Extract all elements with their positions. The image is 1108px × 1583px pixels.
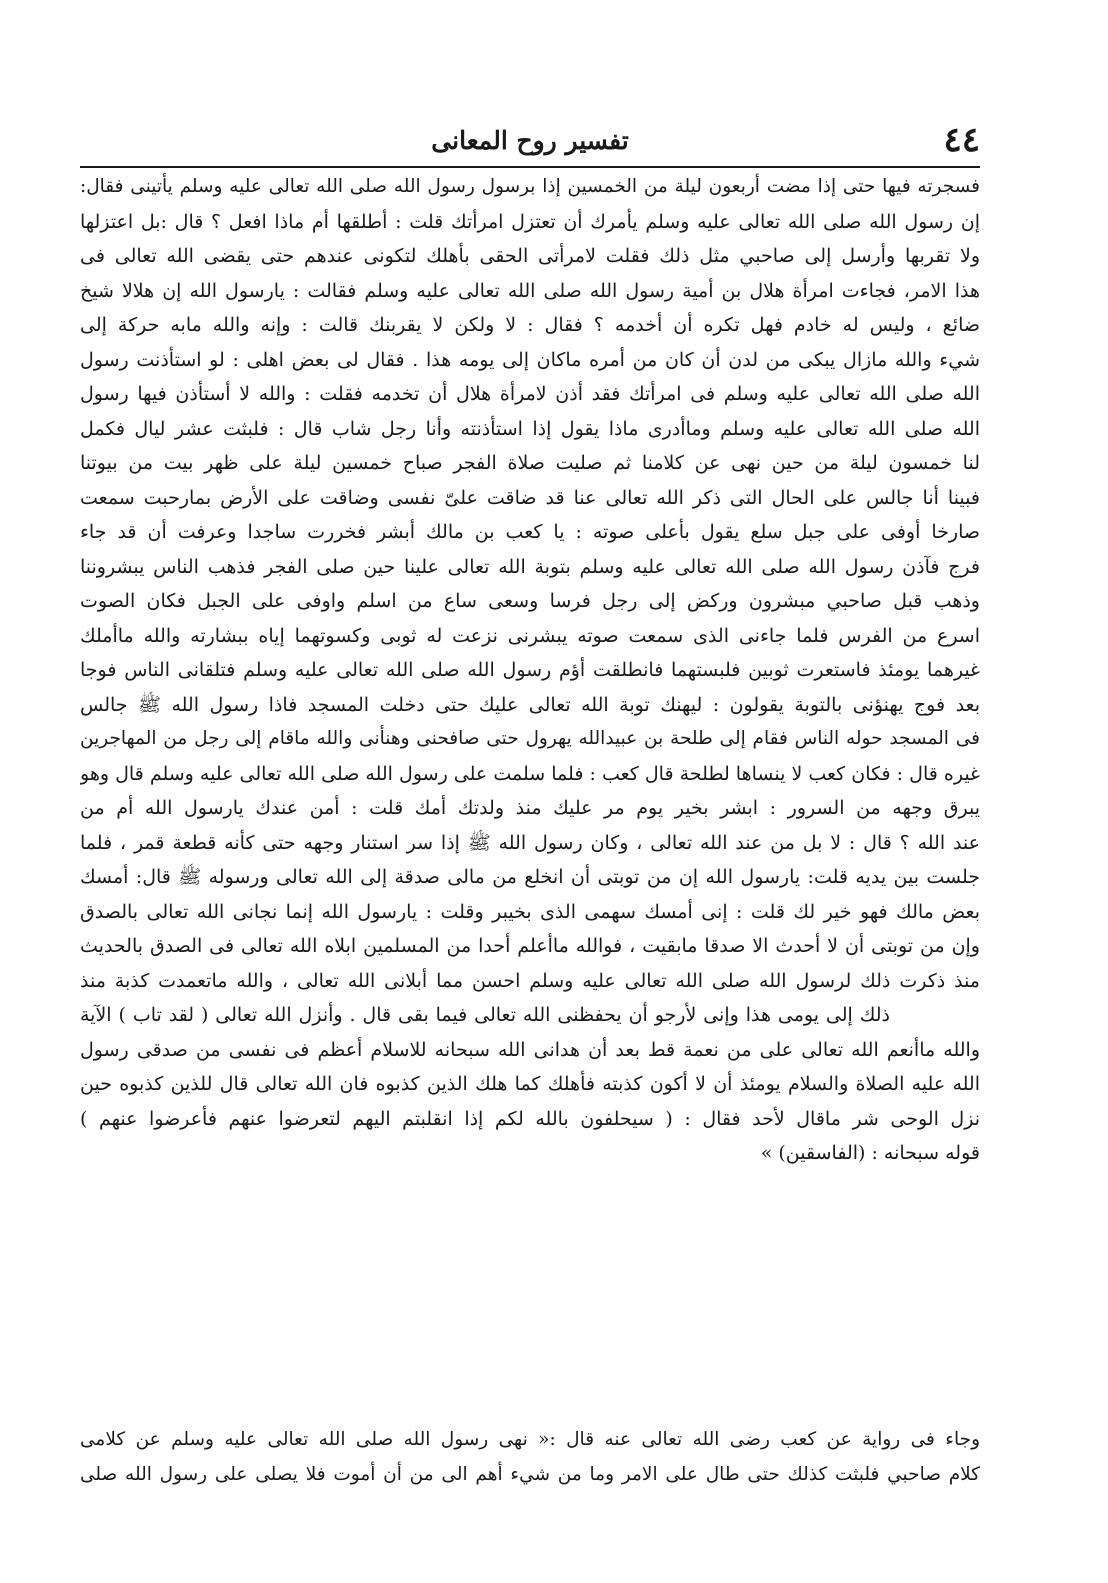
header-title: تفسير روح المعانى [431,126,629,155]
text-line: لنا خمسون ليلة من حين نهى عن كلامنا ثم صليت صلاة الفجر صباح خمسين ليلة على ظهر بيت من بيوتنا [80,452,980,474]
text-line: والله ماأنعم الله تعالى على من نعمة قط بعد أن هدانى الله سبحانه للاسلام أعظم فى نفسى من صدقى رسول [80,1038,980,1061]
text-line: صارخا أوفى على جبل سلع يقول بأعلى صوته : يا كعب بن مالك أبشر فخررت ساجدا وعرفت أن قد جاء [80,521,980,543]
text-line: وإن من توبتى أن لا أحدث الا صدقا مابقيت ، فوالله ماأعلم أحدا من المسلمين ابلاه الله تعالى فى الصدق بالحديث [80,935,980,957]
running-header [80,118,980,162]
text-line: هذا الامر، فجاءت امرأة هلال بن أمية رسول الله صلى الله تعالى عليه وسلم فقالت : يارسول الله إن هلالا شيخ [80,279,980,302]
text-line: عند الله ؟ قال : لا بل من عند الله تعالى ، وكان رسول الله ﷺ إذا سر استنار وجهه حتى كأنه قطعة قمر ، فلما [80,831,980,854]
text-line: الله صلى الله تعالى عليه وسلم فى امرأتك فقد أذن لامرأة هلال أن تخدمه فقلت : والله لا أستأذن فيها رسول [80,383,980,405]
text-line: شيء والله مازال يبكى من لدن أن كان من أمره ماكان إلى يومه هذا . فقال لى بعض اهلى : لو استأذنت رسول [80,348,980,371]
text-line: وذهب قبل صاحبي مبشرون وركض إلى رجل فرسا وسعى ساع من اسلم واوفى على الجبل فكان الصوت [80,590,980,612]
text-line: نزل الوحى شر ماقال لأحد فقال : ( سيحلفون بالله لكم إذا انقلبتم اليهم لتعرضوا عنهم فأعرضوا عنهم ) [80,1107,980,1130]
text-line: فبينا أنا جالس على الحال التى ذكر الله تعالى عنا قد ضاقت علىّ نفسى وضاقت على الأرض بمارحبت سمعت [80,486,980,509]
text-line: غيره قال : فكان كعب لا ينساها لطلحة قال كعب : فلما سلمت على رسول الله صلى الله تعالى عليه وسلم قال وهو [80,762,980,785]
text-line: إن رسول الله صلى الله تعالى عليه وسلم يأمرك أن تعتزل امرأتك قلت : أطلقها أم ماذا افعل ؟ قال :بل اعتزلها [80,210,980,233]
text-line: منذ ذكرت ذلك لرسول الله صلى الله تعالى عليه وسلم احسن مما أبلانى الله تعالى ، والله ماتعمدت كذبة منذ [80,969,980,992]
text-line: يبرق وجهه من السرور : ابشر بخير يوم مر عليك منذ ولدتك أمك قلت : أمن عندك يارسول الله أم من [80,797,980,819]
text-line: غيرهما يومئذ فاستعرت ثوبين فلبستهما فانطلقت أؤم رسول الله صلى الله تعالى عليه وسلم فتلقانى الناس فوجا [80,659,980,681]
text-line: قوله سبحانه : (الفاسقين) » [760,1142,980,1164]
text-line: الله صلى الله تعالى عليه وسلم وماأدرى ماذا يقول إذا استأذنته وأنا رجل شاب قال : فلبثت عشر ليال فكمل [80,417,980,440]
text-line: ضائع ، وليس له خادم فهل تكره أن أخدمه ؟ فقال : لا ولكن لا يقربنك قالت : وإنه والله مابه حركة إلى [80,314,980,336]
text-line: الله عليه الصلاة والسلام يومئذ أن لا أكون كذبته فأهلك كما هلك الذين كذبوه فان الله تعالى قال للذين كذبوه حين [80,1073,980,1095]
header-rule [80,166,980,168]
text-line: ولا تقربها وأرسل إلى صاحبي مثل ذلك فقلت لامرأتى الحقى بأهلك لتكونى عندهم حتى يقضى الله تعالى فى [80,245,980,267]
main-text-block [80,170,980,1171]
text-line: وجاء فى رواية عن كعب رضى الله تعالى عنه قال :« نهى رسول الله صلى الله تعالى عليه وسلم عن كلامى [80,1429,980,1450]
text-line: فرج فآذن رسول الله صلى الله تعالى عليه وسلم بتوبة الله تعالى علينا حين صلى الفجر فذهب الناس يبشروننا [80,555,980,578]
text-line: كلام صاحبي فلبثت كذلك حتى طال على الامر وما من شيء أهم الى من أن أموت فلا يصلى على رسول الله صلى [80,1463,980,1485]
second-text-block [80,1423,980,1492]
text-line: فى المسجد حوله الناس فقام إلى طلحة بن عبيدالله يهرول حتى صافحنى وهنأنى والله ماقام إلى رجل من المهاجرين [80,728,980,749]
text-line: بعد فوج يهنؤنى بالتوبة يقولون : ليهنك توبة الله تعالى عليك حتى دخلت المسجد فاذا رسول الله ﷺ جالس [80,693,980,716]
text-line: اسرع من الفرس فلما جاءنى الذى سمعت صوته يبشرنى نزعت له ثوبى وكسوتهما إياه ببشارته والله ماأملك [80,624,980,647]
text-line: جلست بين يديه قلت: يارسول الله إن من توبتى أن انخلع من مالى صدقة إلى الله تعالى ورسوله ﷺ قال: أمسك [80,866,980,888]
text-line: فسجرته فيها حتى إذا مضت أربعون ليلة من الخمسين إذا برسول رسول الله صلى الله تعالى عليه وسلم يأتينى فقال: [80,176,980,197]
text-line: ذلك إلى يومى هذا وإنى لأرجو أن يحفظنى الله تعالى فيما بقى قال . وأنزل الله تعالى ( لقد تاب ) الآية [80,1004,890,1026]
text-line: بعض مالك فهو خير لك قلت : إنى أمسك سهمى الذى بخيبر وقلت : يارسول الله إنما نجانى الله تعالى بالصدق [80,900,980,923]
page-number: ٤٤ [943,120,980,160]
